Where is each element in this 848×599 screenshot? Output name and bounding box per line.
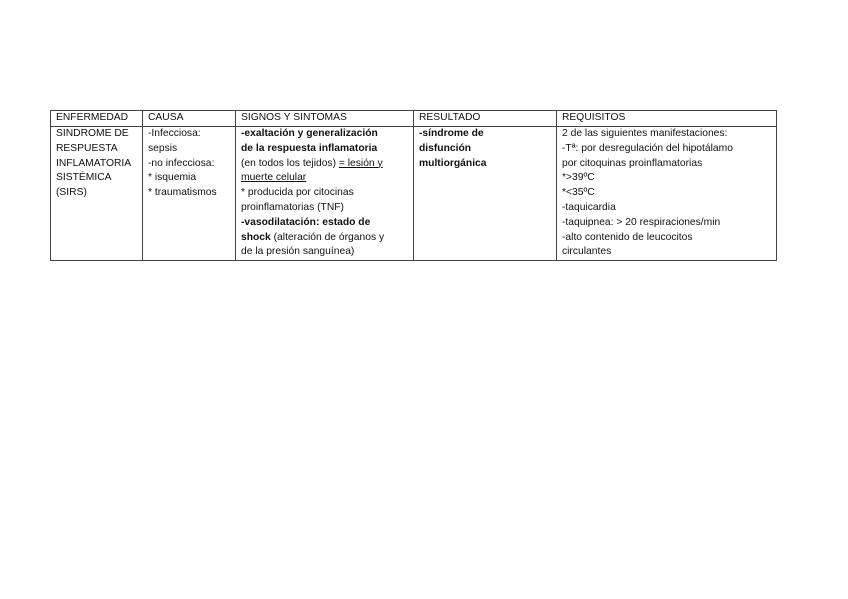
requisitos-line: *<35ºC — [562, 187, 595, 199]
requisitos-line: por citoquinas proinflamatorias — [562, 157, 703, 169]
enfermedad-line: (SIRS) — [56, 187, 87, 199]
header-row — [51, 111, 777, 127]
resultado-line: multiorgánica — [419, 157, 487, 169]
signos-line: -vasodilatación: estado de — [241, 216, 371, 228]
enfermedad-line: RESPUESTA — [56, 142, 118, 154]
requisitos-line: circulantes — [562, 246, 612, 258]
header-requisitos: REQUISITOS — [557, 111, 777, 127]
signos-line: de la respuesta inflamatoria — [241, 142, 378, 154]
requisitos-line: -taquipnea: > 20 respiraciones/min — [562, 216, 721, 228]
signos-line: -exaltación y generalización — [241, 128, 378, 139]
signos-line — [241, 157, 413, 172]
header-signos-sintomas: SIGNOS Y SINTOMAS — [236, 111, 414, 127]
signos-line: muerte celular — [241, 172, 307, 184]
causa-line: -no infecciosa: — [148, 157, 215, 169]
enfermedad-line: INFLAMATORIA — [56, 157, 132, 169]
signos-text: (alteración de órganos y — [270, 231, 385, 243]
requisitos-line: -alto contenido de leucocitos — [562, 231, 693, 243]
cell-causa — [143, 127, 236, 261]
cell-enfermedad — [51, 127, 143, 261]
cell-signos-sintomas — [236, 127, 414, 261]
enfermedad-line: SINDROME DE — [56, 128, 129, 139]
header-resultado: RESULTADO — [414, 111, 557, 127]
signos-line — [241, 231, 413, 246]
signos-line: proinflamatorias (TNF) — [241, 201, 344, 213]
signos-bold-text: shock — [241, 231, 271, 243]
causa-line: sepsis — [148, 142, 178, 154]
requisitos-line: -taquicardia — [562, 201, 616, 213]
requisitos-line: 2 de las siguientes manifestaciones: — [562, 128, 728, 139]
requisitos-line: -Tª: por desregulación del hipotálamo — [562, 142, 733, 154]
header-enfermedad: ENFERMEDAD — [51, 111, 143, 127]
causa-line: * traumatismos — [148, 187, 217, 199]
signos-line: * producida por citocinas — [241, 187, 354, 199]
enfermedad-line: SISTÉMICA — [56, 172, 112, 184]
causa-line: -Infecciosa: — [148, 128, 201, 139]
table-row — [51, 127, 777, 261]
cell-requisitos — [557, 127, 777, 261]
signos-underlined-text: = lesión y — [338, 157, 383, 169]
resultado-line: -síndrome de — [419, 128, 484, 139]
cell-resultado — [414, 127, 557, 261]
sirs-table — [50, 110, 777, 261]
signos-text: (en todos los tejidos) — [241, 157, 339, 169]
causa-line: * isquemia — [148, 172, 197, 184]
resultado-line: disfunción — [419, 142, 472, 154]
header-causa: CAUSA — [143, 111, 236, 127]
signos-line: de la presión sanguínea) — [241, 246, 355, 258]
requisitos-line: *>39ºC — [562, 172, 595, 184]
